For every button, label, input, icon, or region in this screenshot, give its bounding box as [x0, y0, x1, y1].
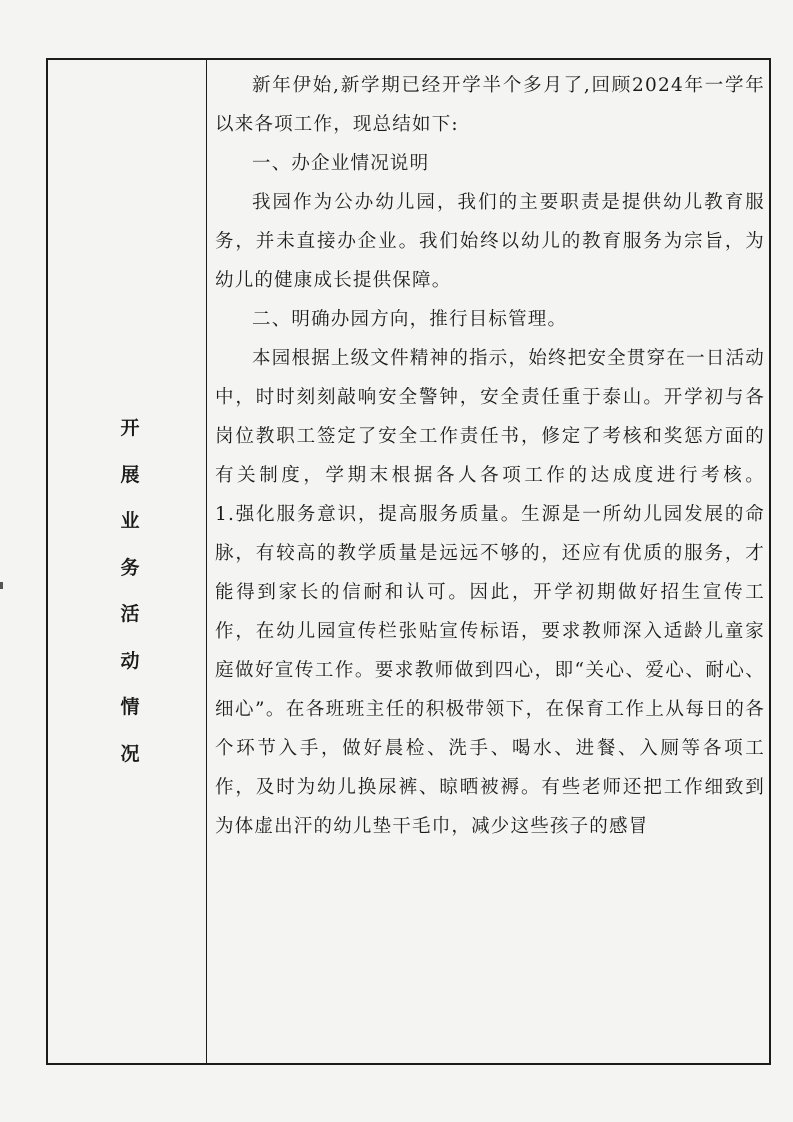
margin-mark	[0, 582, 3, 589]
label-column	[48, 60, 206, 1063]
section-2-heading: 二、明确办园方向，推行目标管理。	[252, 309, 568, 330]
intro-paragraph: 新年伊始,新学期已经开学半个多月了,回顾2024年一学年以来各项工作，现总结如下:	[215, 75, 765, 135]
section-2-body: 本园根据上级文件精神的指示，始终把安全贯穿在一日活动中，时时刻刻敲响安全警钟，安全责任重于泰山。开学初与各岗位教职工签定了安全工作责任书，修定了考核和奖惩方面的有关制度，学期末根据各人各项工作的达成度进行考核。 1.强化服务意识，提高服务质量。生源是一所幼儿园发展的命脉，有较高的教学质量是远远不够的，还应有优质的服务，才能得到家长的信耐和认可。因此，开学初期做好招生宣传工作，在幼儿园宣传栏张贴宣传标语，要求教师深入适龄儿童家庭做好宣传工作。要求教师做到四心，即“关心、爱心、耐心、细心”。在各班班主任的积极带领下，在保育工作上从每日的各个环节入手，做好晨检、洗手、喝水、进餐、入厕等各项工作，及时为幼儿换尿裤、晾晒被褥。有些老师还把工作细致到为体虚出汗的幼儿垫干毛巾，减少这些孩子的感冒	[215, 348, 765, 837]
report-table	[46, 58, 771, 1065]
section-1-heading: 一、办企业情况说明	[252, 153, 430, 174]
section-1-body: 我园作为公办幼儿园，我们的主要职责是提供幼儿教育服务，并未直接办企业。我们始终以幼儿的教育服务为宗旨，为幼儿的健康成长提供保障。	[215, 192, 765, 291]
content-column	[215, 66, 765, 1063]
row-label: 开展业务活动情况	[120, 417, 140, 765]
column-divider	[206, 60, 207, 1063]
